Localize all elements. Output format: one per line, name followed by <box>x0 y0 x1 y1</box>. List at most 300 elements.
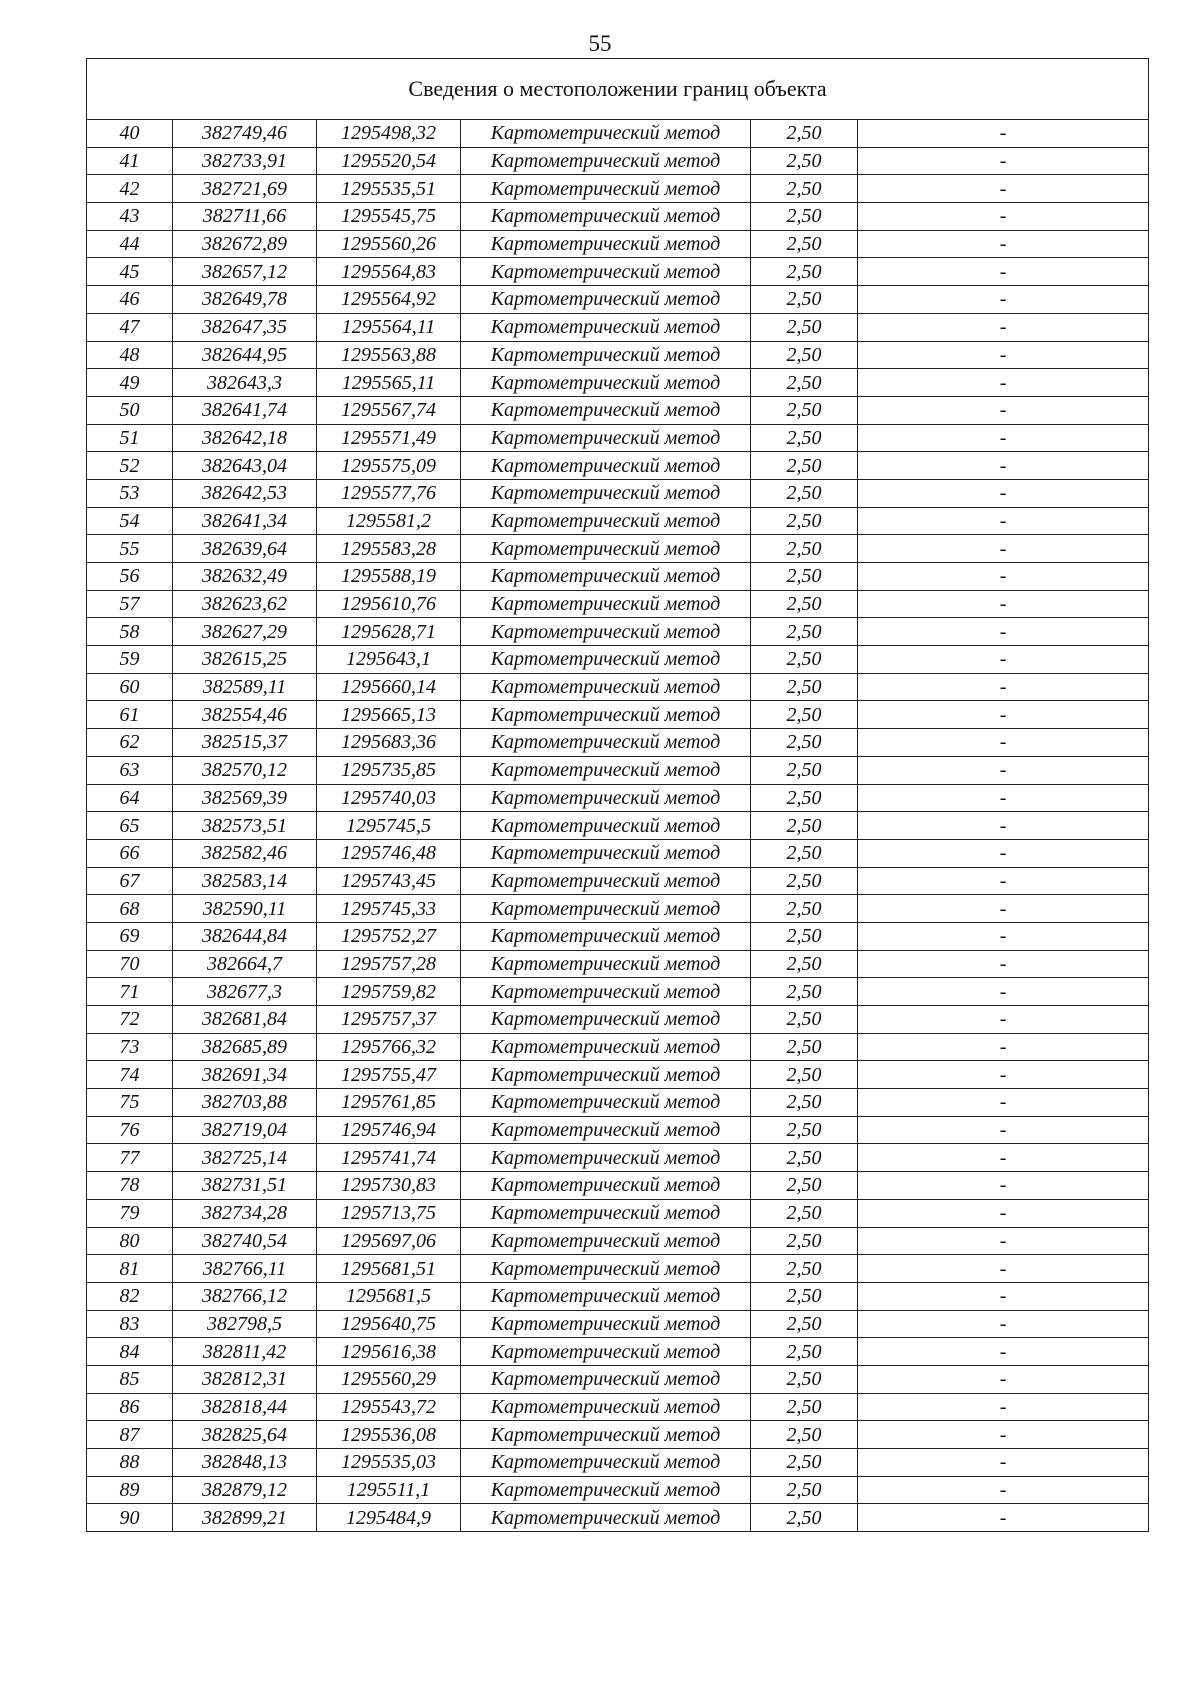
y-coordinate-cell: 1295757,28 <box>317 950 461 978</box>
y-coordinate-cell: 1295628,71 <box>317 618 461 646</box>
point-number-cell: 66 <box>87 839 173 867</box>
x-coordinate-cell: 382733,91 <box>173 147 317 175</box>
accuracy-cell: 2,50 <box>751 784 858 812</box>
method-cell: Картометрический метод <box>461 203 751 231</box>
accuracy-cell: 2,50 <box>751 1338 858 1366</box>
description-cell: - <box>858 1089 1149 1117</box>
point-number-cell: 64 <box>87 784 173 812</box>
method-cell: Картометрический метод <box>461 756 751 784</box>
table-row <box>87 1089 1149 1117</box>
x-coordinate-cell: 382664,7 <box>173 950 317 978</box>
table-row <box>87 507 1149 535</box>
x-coordinate-cell: 382647,35 <box>173 313 317 341</box>
x-coordinate-cell: 382639,64 <box>173 535 317 563</box>
y-coordinate-cell: 1295567,74 <box>317 396 461 424</box>
y-coordinate-cell: 1295730,83 <box>317 1172 461 1200</box>
y-coordinate-cell: 1295535,51 <box>317 175 461 203</box>
description-cell: - <box>858 895 1149 923</box>
y-coordinate-cell: 1295536,08 <box>317 1421 461 1449</box>
method-cell: Картометрический метод <box>461 922 751 950</box>
description-cell: - <box>858 1338 1149 1366</box>
accuracy-cell: 2,50 <box>751 1476 858 1504</box>
method-cell: Картометрический метод <box>461 839 751 867</box>
method-cell: Картометрический метод <box>461 895 751 923</box>
table-row <box>87 175 1149 203</box>
point-number-cell: 77 <box>87 1144 173 1172</box>
method-cell: Картометрический метод <box>461 1227 751 1255</box>
accuracy-cell: 2,50 <box>751 978 858 1006</box>
table-row <box>87 590 1149 618</box>
table-row <box>87 313 1149 341</box>
table-row <box>87 978 1149 1006</box>
description-cell: - <box>858 1310 1149 1338</box>
description-cell: - <box>858 396 1149 424</box>
point-number-cell: 72 <box>87 1006 173 1034</box>
y-coordinate-cell: 1295560,26 <box>317 230 461 258</box>
accuracy-cell: 2,50 <box>751 729 858 757</box>
point-number-cell: 63 <box>87 756 173 784</box>
accuracy-cell: 2,50 <box>751 479 858 507</box>
method-cell: Картометрический метод <box>461 1172 751 1200</box>
point-number-cell: 53 <box>87 479 173 507</box>
x-coordinate-cell: 382583,14 <box>173 867 317 895</box>
accuracy-cell: 2,50 <box>751 1449 858 1477</box>
description-cell: - <box>858 618 1149 646</box>
point-number-cell: 40 <box>87 120 173 148</box>
method-cell: Картометрический метод <box>461 812 751 840</box>
description-cell: - <box>858 452 1149 480</box>
x-coordinate-cell: 382672,89 <box>173 230 317 258</box>
table-row <box>87 258 1149 286</box>
accuracy-cell: 2,50 <box>751 618 858 646</box>
table-row <box>87 1172 1149 1200</box>
accuracy-cell: 2,50 <box>751 313 858 341</box>
x-coordinate-cell: 382623,62 <box>173 590 317 618</box>
x-coordinate-cell: 382811,42 <box>173 1338 317 1366</box>
table-row <box>87 646 1149 674</box>
accuracy-cell: 2,50 <box>751 535 858 563</box>
table-row <box>87 784 1149 812</box>
x-coordinate-cell: 382719,04 <box>173 1116 317 1144</box>
point-number-cell: 80 <box>87 1227 173 1255</box>
y-coordinate-cell: 1295757,37 <box>317 1006 461 1034</box>
description-cell: - <box>858 1421 1149 1449</box>
description-cell: - <box>858 673 1149 701</box>
table-row <box>87 729 1149 757</box>
description-cell: - <box>858 1504 1149 1532</box>
x-coordinate-cell: 382740,54 <box>173 1227 317 1255</box>
table-row <box>87 618 1149 646</box>
table-row <box>87 452 1149 480</box>
point-number-cell: 44 <box>87 230 173 258</box>
y-coordinate-cell: 1295577,76 <box>317 479 461 507</box>
table-row <box>87 1144 1149 1172</box>
point-number-cell: 71 <box>87 978 173 1006</box>
description-cell: - <box>858 950 1149 978</box>
method-cell: Картометрический метод <box>461 978 751 1006</box>
x-coordinate-cell: 382649,78 <box>173 286 317 314</box>
accuracy-cell: 2,50 <box>751 1006 858 1034</box>
table-row <box>87 1006 1149 1034</box>
accuracy-cell: 2,50 <box>751 424 858 452</box>
accuracy-cell: 2,50 <box>751 1199 858 1227</box>
x-coordinate-cell: 382848,13 <box>173 1449 317 1477</box>
table-row <box>87 563 1149 591</box>
x-coordinate-cell: 382641,74 <box>173 396 317 424</box>
x-coordinate-cell: 382812,31 <box>173 1365 317 1393</box>
accuracy-cell: 2,50 <box>751 1365 858 1393</box>
x-coordinate-cell: 382749,46 <box>173 120 317 148</box>
description-cell: - <box>858 341 1149 369</box>
method-cell: Картометрический метод <box>461 646 751 674</box>
x-coordinate-cell: 382569,39 <box>173 784 317 812</box>
description-cell: - <box>858 286 1149 314</box>
description-cell: - <box>858 175 1149 203</box>
description-cell: - <box>858 756 1149 784</box>
accuracy-cell: 2,50 <box>751 452 858 480</box>
x-coordinate-cell: 382590,11 <box>173 895 317 923</box>
y-coordinate-cell: 1295755,47 <box>317 1061 461 1089</box>
table-row <box>87 1338 1149 1366</box>
method-cell: Картометрический метод <box>461 784 751 812</box>
table-row <box>87 839 1149 867</box>
method-cell: Картометрический метод <box>461 1338 751 1366</box>
y-coordinate-cell: 1295583,28 <box>317 535 461 563</box>
table-row <box>87 950 1149 978</box>
x-coordinate-cell: 382703,88 <box>173 1089 317 1117</box>
table-row <box>87 120 1149 148</box>
x-coordinate-cell: 382627,29 <box>173 618 317 646</box>
accuracy-cell: 2,50 <box>751 369 858 397</box>
table-body <box>87 59 1149 1532</box>
description-cell: - <box>858 120 1149 148</box>
method-cell: Картометрический метод <box>461 369 751 397</box>
description-cell: - <box>858 424 1149 452</box>
x-coordinate-cell: 382725,14 <box>173 1144 317 1172</box>
x-coordinate-cell: 382798,5 <box>173 1310 317 1338</box>
y-coordinate-cell: 1295766,32 <box>317 1033 461 1061</box>
method-cell: Картометрический метод <box>461 341 751 369</box>
x-coordinate-cell: 382642,53 <box>173 479 317 507</box>
accuracy-cell: 2,50 <box>751 895 858 923</box>
accuracy-cell: 2,50 <box>751 701 858 729</box>
x-coordinate-cell: 382734,28 <box>173 1199 317 1227</box>
method-cell: Картометрический метод <box>461 1282 751 1310</box>
method-cell: Картометрический метод <box>461 120 751 148</box>
method-cell: Картометрический метод <box>461 535 751 563</box>
description-cell: - <box>858 479 1149 507</box>
description-cell: - <box>858 1144 1149 1172</box>
x-coordinate-cell: 382644,95 <box>173 341 317 369</box>
point-number-cell: 74 <box>87 1061 173 1089</box>
point-number-cell: 65 <box>87 812 173 840</box>
y-coordinate-cell: 1295746,48 <box>317 839 461 867</box>
point-number-cell: 86 <box>87 1393 173 1421</box>
accuracy-cell: 2,50 <box>751 1089 858 1117</box>
y-coordinate-cell: 1295665,13 <box>317 701 461 729</box>
y-coordinate-cell: 1295511,1 <box>317 1476 461 1504</box>
description-cell: - <box>858 1449 1149 1477</box>
y-coordinate-cell: 1295588,19 <box>317 563 461 591</box>
accuracy-cell: 2,50 <box>751 507 858 535</box>
y-coordinate-cell: 1295563,88 <box>317 341 461 369</box>
accuracy-cell: 2,50 <box>751 673 858 701</box>
description-cell: - <box>858 922 1149 950</box>
method-cell: Картометрический метод <box>461 1144 751 1172</box>
x-coordinate-cell: 382643,3 <box>173 369 317 397</box>
point-number-cell: 73 <box>87 1033 173 1061</box>
description-cell: - <box>858 203 1149 231</box>
x-coordinate-cell: 382685,89 <box>173 1033 317 1061</box>
method-cell: Картометрический метод <box>461 673 751 701</box>
table-row <box>87 286 1149 314</box>
method-cell: Картометрический метод <box>461 1116 751 1144</box>
description-cell: - <box>858 1476 1149 1504</box>
description-cell: - <box>858 590 1149 618</box>
accuracy-cell: 2,50 <box>751 1116 858 1144</box>
table-row <box>87 424 1149 452</box>
method-cell: Картометрический метод <box>461 396 751 424</box>
method-cell: Картометрический метод <box>461 950 751 978</box>
x-coordinate-cell: 382657,12 <box>173 258 317 286</box>
point-number-cell: 62 <box>87 729 173 757</box>
accuracy-cell: 2,50 <box>751 203 858 231</box>
y-coordinate-cell: 1295610,76 <box>317 590 461 618</box>
table-row <box>87 396 1149 424</box>
point-number-cell: 60 <box>87 673 173 701</box>
point-number-cell: 59 <box>87 646 173 674</box>
accuracy-cell: 2,50 <box>751 1255 858 1283</box>
table-row <box>87 230 1149 258</box>
point-number-cell: 78 <box>87 1172 173 1200</box>
y-coordinate-cell: 1295681,5 <box>317 1282 461 1310</box>
description-cell: - <box>858 1227 1149 1255</box>
boundary-coordinates-table <box>86 58 1149 1532</box>
y-coordinate-cell: 1295564,11 <box>317 313 461 341</box>
accuracy-cell: 2,50 <box>751 1421 858 1449</box>
point-number-cell: 79 <box>87 1199 173 1227</box>
y-coordinate-cell: 1295484,9 <box>317 1504 461 1532</box>
point-number-cell: 58 <box>87 618 173 646</box>
method-cell: Картометрический метод <box>461 729 751 757</box>
description-cell: - <box>858 978 1149 1006</box>
point-number-cell: 75 <box>87 1089 173 1117</box>
description-cell: - <box>858 812 1149 840</box>
description-cell: - <box>858 1006 1149 1034</box>
accuracy-cell: 2,50 <box>751 1033 858 1061</box>
y-coordinate-cell: 1295543,72 <box>317 1393 461 1421</box>
x-coordinate-cell: 382711,66 <box>173 203 317 231</box>
table-row <box>87 1227 1149 1255</box>
point-number-cell: 84 <box>87 1338 173 1366</box>
method-cell: Картометрический метод <box>461 258 751 286</box>
table-row <box>87 1393 1149 1421</box>
x-coordinate-cell: 382825,64 <box>173 1421 317 1449</box>
description-cell: - <box>858 369 1149 397</box>
description-cell: - <box>858 258 1149 286</box>
y-coordinate-cell: 1295581,2 <box>317 507 461 535</box>
method-cell: Картометрический метод <box>461 563 751 591</box>
description-cell: - <box>858 1116 1149 1144</box>
point-number-cell: 51 <box>87 424 173 452</box>
description-cell: - <box>858 1282 1149 1310</box>
table-row <box>87 1504 1149 1532</box>
x-coordinate-cell: 382766,12 <box>173 1282 317 1310</box>
accuracy-cell: 2,50 <box>751 230 858 258</box>
method-cell: Картометрический метод <box>461 1476 751 1504</box>
method-cell: Картометрический метод <box>461 1006 751 1034</box>
table-row <box>87 1255 1149 1283</box>
method-cell: Картометрический метод <box>461 1449 751 1477</box>
accuracy-cell: 2,50 <box>751 590 858 618</box>
y-coordinate-cell: 1295745,5 <box>317 812 461 840</box>
description-cell: - <box>858 701 1149 729</box>
x-coordinate-cell: 382615,25 <box>173 646 317 674</box>
point-number-cell: 57 <box>87 590 173 618</box>
method-cell: Картометрический метод <box>461 507 751 535</box>
x-coordinate-cell: 382731,51 <box>173 1172 317 1200</box>
accuracy-cell: 2,50 <box>751 563 858 591</box>
point-number-cell: 41 <box>87 147 173 175</box>
table-row <box>87 895 1149 923</box>
accuracy-cell: 2,50 <box>751 1144 858 1172</box>
table-row <box>87 1421 1149 1449</box>
method-cell: Картометрический метод <box>461 286 751 314</box>
y-coordinate-cell: 1295560,29 <box>317 1365 461 1393</box>
x-coordinate-cell: 382573,51 <box>173 812 317 840</box>
table-row <box>87 756 1149 784</box>
accuracy-cell: 2,50 <box>751 922 858 950</box>
method-cell: Картометрический метод <box>461 618 751 646</box>
x-coordinate-cell: 382632,49 <box>173 563 317 591</box>
description-cell: - <box>858 507 1149 535</box>
accuracy-cell: 2,50 <box>751 120 858 148</box>
page-number: 55 <box>588 31 612 56</box>
method-cell: Картометрический метод <box>461 1504 751 1532</box>
description-cell: - <box>858 1393 1149 1421</box>
method-cell: Картометрический метод <box>461 479 751 507</box>
y-coordinate-cell: 1295643,1 <box>317 646 461 674</box>
description-cell: - <box>858 147 1149 175</box>
x-coordinate-cell: 382582,46 <box>173 839 317 867</box>
y-coordinate-cell: 1295761,85 <box>317 1089 461 1117</box>
method-cell: Картометрический метод <box>461 313 751 341</box>
y-coordinate-cell: 1295697,06 <box>317 1227 461 1255</box>
table-row <box>87 1061 1149 1089</box>
x-coordinate-cell: 382899,21 <box>173 1504 317 1532</box>
table-row <box>87 369 1149 397</box>
method-cell: Картометрический метод <box>461 175 751 203</box>
accuracy-cell: 2,50 <box>751 147 858 175</box>
y-coordinate-cell: 1295564,92 <box>317 286 461 314</box>
table-row <box>87 1116 1149 1144</box>
y-coordinate-cell: 1295735,85 <box>317 756 461 784</box>
description-cell: - <box>858 729 1149 757</box>
y-coordinate-cell: 1295660,14 <box>317 673 461 701</box>
description-cell: - <box>858 313 1149 341</box>
point-number-cell: 81 <box>87 1255 173 1283</box>
description-cell: - <box>858 1033 1149 1061</box>
description-cell: - <box>858 839 1149 867</box>
point-number-cell: 68 <box>87 895 173 923</box>
accuracy-cell: 2,50 <box>751 1172 858 1200</box>
table-row <box>87 922 1149 950</box>
x-coordinate-cell: 382681,84 <box>173 1006 317 1034</box>
x-coordinate-cell: 382766,11 <box>173 1255 317 1283</box>
table-row <box>87 701 1149 729</box>
table-row <box>87 1199 1149 1227</box>
description-cell: - <box>858 1199 1149 1227</box>
point-number-cell: 56 <box>87 563 173 591</box>
x-coordinate-cell: 382644,84 <box>173 922 317 950</box>
description-cell: - <box>858 1365 1149 1393</box>
accuracy-cell: 2,50 <box>751 286 858 314</box>
x-coordinate-cell: 382721,69 <box>173 175 317 203</box>
method-cell: Картометрический метод <box>461 1033 751 1061</box>
x-coordinate-cell: 382818,44 <box>173 1393 317 1421</box>
description-cell: - <box>858 1172 1149 1200</box>
point-number-cell: 45 <box>87 258 173 286</box>
method-cell: Картометрический метод <box>461 1061 751 1089</box>
x-coordinate-cell: 382554,46 <box>173 701 317 729</box>
point-number-cell: 47 <box>87 313 173 341</box>
x-coordinate-cell: 382643,04 <box>173 452 317 480</box>
table-header-row <box>87 59 1149 120</box>
accuracy-cell: 2,50 <box>751 341 858 369</box>
table-row <box>87 1310 1149 1338</box>
table-row <box>87 867 1149 895</box>
y-coordinate-cell: 1295520,54 <box>317 147 461 175</box>
y-coordinate-cell: 1295498,32 <box>317 120 461 148</box>
table-row <box>87 147 1149 175</box>
point-number-cell: 69 <box>87 922 173 950</box>
method-cell: Картометрический метод <box>461 701 751 729</box>
point-number-cell: 49 <box>87 369 173 397</box>
y-coordinate-cell: 1295759,82 <box>317 978 461 1006</box>
method-cell: Картометрический метод <box>461 590 751 618</box>
table-row <box>87 1476 1149 1504</box>
point-number-cell: 82 <box>87 1282 173 1310</box>
point-number-cell: 88 <box>87 1449 173 1477</box>
point-number-cell: 43 <box>87 203 173 231</box>
description-cell: - <box>858 646 1149 674</box>
y-coordinate-cell: 1295741,74 <box>317 1144 461 1172</box>
point-number-cell: 70 <box>87 950 173 978</box>
accuracy-cell: 2,50 <box>751 175 858 203</box>
accuracy-cell: 2,50 <box>751 1310 858 1338</box>
accuracy-cell: 2,50 <box>751 1061 858 1089</box>
accuracy-cell: 2,50 <box>751 396 858 424</box>
x-coordinate-cell: 382642,18 <box>173 424 317 452</box>
accuracy-cell: 2,50 <box>751 812 858 840</box>
method-cell: Картометрический метод <box>461 867 751 895</box>
table-row <box>87 812 1149 840</box>
table-row <box>87 479 1149 507</box>
y-coordinate-cell: 1295681,51 <box>317 1255 461 1283</box>
accuracy-cell: 2,50 <box>751 1282 858 1310</box>
method-cell: Картометрический метод <box>461 424 751 452</box>
point-number-cell: 54 <box>87 507 173 535</box>
y-coordinate-cell: 1295575,09 <box>317 452 461 480</box>
method-cell: Картометрический метод <box>461 452 751 480</box>
table-row <box>87 1033 1149 1061</box>
x-coordinate-cell: 382691,34 <box>173 1061 317 1089</box>
point-number-cell: 67 <box>87 867 173 895</box>
method-cell: Картометрический метод <box>461 1365 751 1393</box>
point-number-cell: 90 <box>87 1504 173 1532</box>
accuracy-cell: 2,50 <box>751 867 858 895</box>
accuracy-cell: 2,50 <box>751 1504 858 1532</box>
